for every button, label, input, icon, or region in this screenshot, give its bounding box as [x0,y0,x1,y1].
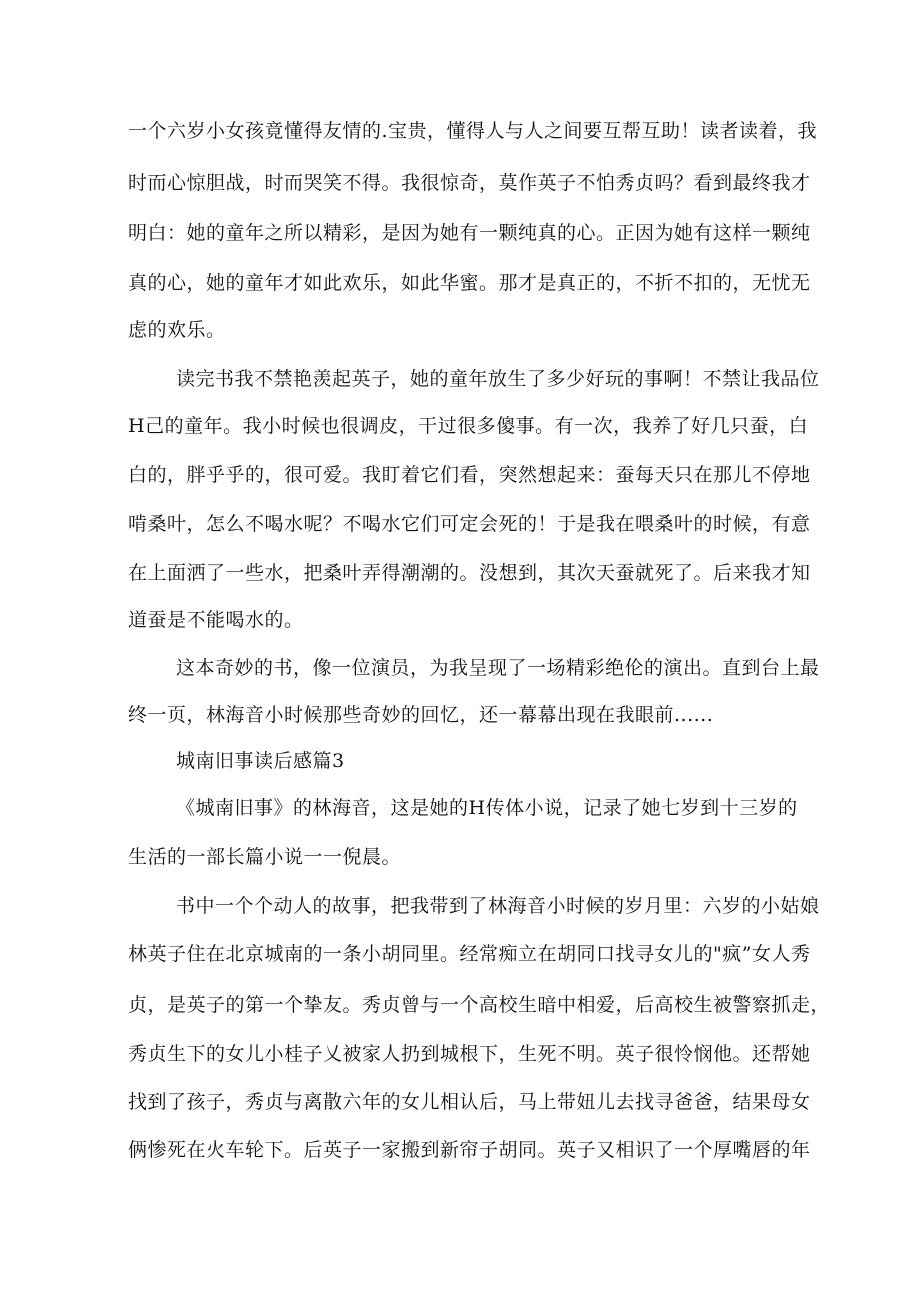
p1-line-4: 真的心，她的童年才如此欢乐，如此华蜜。那才是真正的，不折不扣的，无忧无 [128,272,811,294]
p5-line-4: 秀贞生下的女儿小桂子乂被家人扔到城根下，生死不明。英子很怜悯他。还帮她 [128,1043,811,1065]
section-heading: 城南旧事读后感篇3 [176,750,345,772]
p3-line-1: 这本奇妙的书，像一位演员，为我呈现了一场精彩绝伦的演出。直到台上最 [176,657,820,679]
p5-line-5: 找到了孩子，秀贞与离散六年的女儿相认后，马上带妞儿去找寻爸爸，结果母女 [128,1091,811,1113]
p2-line-4: 啃桑叶，怎么不喝水呢？不喝水它们可定会死的！于是我在喂桑叶的时候，有意 [128,513,811,535]
p2-line-3: 白的，胖乎乎的，很可爱。我盯着它们看，突然想起来：蚕每天只在那儿不停地 [128,464,811,486]
p5-line-6: 俩惨死在火车轮下。后英子一家搬到新帘子胡同。英子又相识了一个厚嘴唇的年 [128,1139,811,1161]
p3-line-2: 终一页，林海音小时候那些奇妙的回忆，还一幕幕出现在我眼前...... [128,704,714,726]
p1-line-3: 明白：她的童年之所以精彩，是因为她有一颗纯真的心。正因为她有这样一颗纯 [128,222,811,244]
p2-line-2: H己的童年。我小时候也很调皮，干过很多傻事。有一次，我养了好几只蚕，白 [128,415,809,437]
p1-line-2: 时而心惊胆战，时而哭笑不得。我很惊奇，莫作英子不怕秀贞吗？看到最终我才 [128,172,811,194]
p2-line-5: 在上面洒了一些水，把桑叶弄得潮潮的。没想到，其次天蚕就死了。后来我才知 [128,562,811,584]
p2-line-6: 道蚕是不能喝水的。 [128,609,304,631]
p4-line-1: 《城南旧事》的林海音，这是她的H传体小说，记录了她七岁到十三岁的 [176,797,798,819]
p5-line-3: 贞，是英子的第一个挚友。秀贞曾与一个高校生暗中相爱，后高校生被警察抓走， [128,994,831,1016]
p1-line-5: 虑的欢乐。 [128,319,226,341]
p4-line-2: 生活的一部长篇小说一一倪晨。 [128,846,402,868]
p5-line-1: 书中一个个动人的故事，把我带到了林海音小时候的岁月里：六岁的小姑娘 [176,895,820,917]
p2-line-1: 读完书我不禁艳羡起英子，她的童年放生了多少好玩的事啊！不禁让我品位 [176,368,820,390]
p5-line-2: 林英子住在北京城南的一条小胡同里。经常痴立在胡同口找寻女儿的"疯”女人秀 [128,943,811,965]
p1-line-1: 一个六岁小女孩竟懂得友情的.宝贵，懂得人与人之间要互帮互助！读者读着，我 [128,120,818,142]
